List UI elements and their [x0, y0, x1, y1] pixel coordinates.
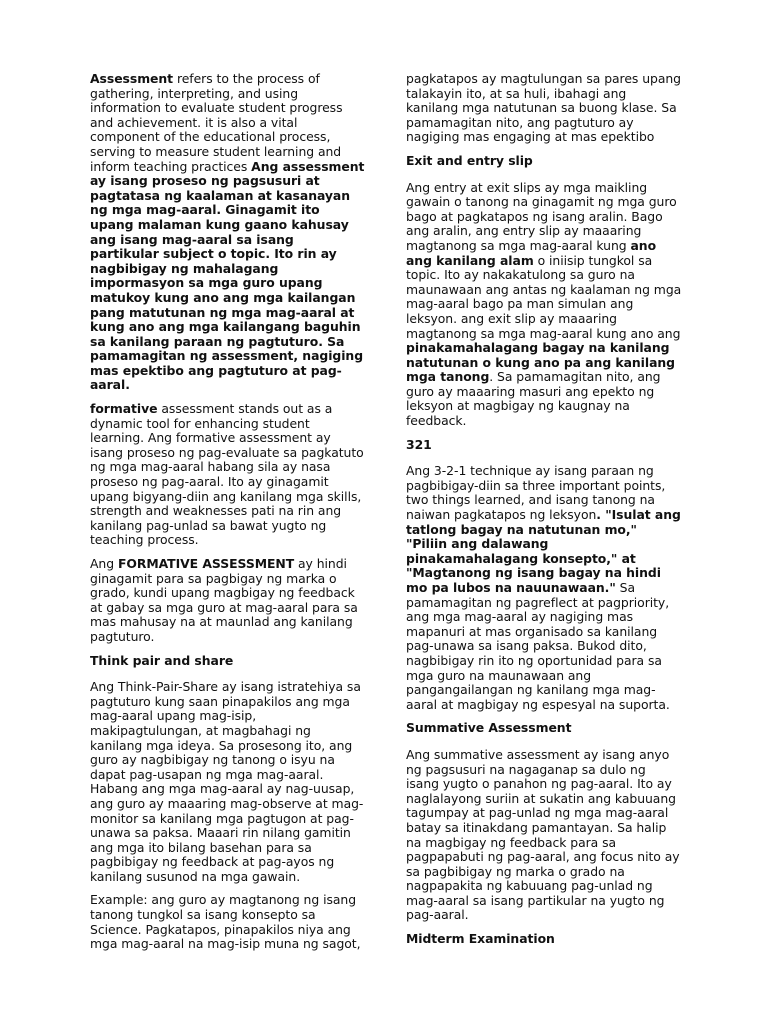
exit-entry-slip-heading: Exit and entry slip	[406, 152, 533, 168]
left-column	[90, 72, 365, 961]
exit-entry-slip-paragraph	[406, 181, 682, 429]
assessment-text: refers to the process of gathering, interpreting, and using information to evaluate student progress and achievement. it is also a vital component of the educational process, serving to measure student learning and inform teaching practices	[90, 71, 343, 174]
right-column	[406, 72, 682, 959]
summative-assessment-heading: Summative Assessment	[406, 720, 572, 736]
three-two-one-heading: 321	[406, 436, 432, 452]
exit-slip-bold-2: pinakamahalagang bagay na kanilang natutunan o kung ano pa ang kanilang mga tanong	[406, 340, 675, 385]
assessment-term: Assessment	[90, 71, 174, 86]
formative-text: assessment stands out as a dynamic tool for enhancing student learning. Ang formative assessment ay isang proseso ng pag-evaluate sa pagkatuto ng mga mag-aaral habang sila ay nasa proseso ng pag-aaral. Ito ay ginagamit upang bigyang-diin ang kanilang mga skills, strength and weaknesses pati na rin ang kanilang pag-unlad sa bawat yugto ng teaching process.	[90, 401, 364, 548]
exit-slip-text-1: Ang entry at exit slips ay mga maikling gawain o tanong na ginagamit ng mga guro bago at pagkatapos ng isang aralin. Bago ang aralin, ang entry slip ay maaaring magtanong sa mga mag-aaral kung	[406, 179, 677, 253]
example-paragraph: Example: ang guro ay magtanong ng isang tanong tungkol sa isang konsepto sa Science. Pagkatapos, pinapakilos niya ang mga mag-aaral na mag-isip muna ng sagot,	[90, 892, 361, 952]
formative-assessment-term: FORMATIVE ASSESSMENT	[117, 556, 295, 571]
think-pair-share-paragraph: Ang Think-Pair-Share ay isang istratehiya sa pagtuturo kung saan pinapakilos ang mga mag-aaral upang mag-isip, makipagtulungan, at magbahagi ng kanilang mga ideya. Sa prosesong ito, ang guro ay nagbibigay ng tanong o isyu na dapat pag-usapan ng mga mag-aaral. Habang ang mga mag-aaral ay nag-uusap, ang guro ay maaaring mag-observe at mag-monitor sa kanilang mga pagtugon at pag-unawa sa paksa. Maaari rin nilang gamitin ang mga ito bilang basehan para sa pagbibigay ng feedback at pag-ayos ng kanilang susunod na mga gawain.	[90, 679, 364, 884]
exit-slip-text-2: o iniisip tungkol sa topic. Ito ay nakakatulong sa guro na maunawaan ang antas ng kaalaman ng mga mag-aaral bago pa man simulan ang leksyon. ang exit slip ay maaaring magtanong sa mga mag-aaral kung ano ang	[406, 252, 682, 341]
three-two-one-paragraph	[406, 464, 682, 712]
formative-assessment-paragraph	[90, 557, 365, 645]
formative-assessment-text: ay hindi ginagamit para sa pagbigay ng marka o grado, kundi upang magbigay ng feedback at gabay sa mga guro at mag-aaral para sa mas mahusay na at maunlad ang kanilang pagtuturo.	[90, 556, 358, 644]
formative-term: formative	[90, 401, 158, 417]
formative-paragraph	[90, 402, 365, 548]
think-pair-share-continued: pagkatapos ay magtulungan sa pares upang talakayin ito, at sa huli, ibahagi ang kanilang mga natutunan sa buong klase. Sa pamamagitan nito, ang pagtuturo ay nagiging mas engaging at mas epektibo	[406, 71, 681, 145]
formative-assessment-lead: Ang	[90, 556, 118, 571]
three-two-one-bold: . "Isulat ang tatlong bagay na natutunan mo," "Piliin ang dalawang pinakamahalagang konsepto," at "Magtanong ng isang bagay na hindi mo pa lubos na nauunawaan."	[406, 507, 681, 595]
three-two-one-text-2: Sa pamamagitan ng pagreflect at pagpriority, ang mga mag-aaral ay nagiging mas mapanuri at mas organisado sa kanilang pag-unawa sa isang paksa. Bukod dito, nagbibigay rin ito ng oportunidad para sa mga guro na maunawaan ang pangangailangan ng kanilang mga mag-aaral at magbigay ng espesyal na suporta.	[406, 580, 670, 712]
three-two-one-text-1: Ang 3-2-1 technique ay isang paraan ng pagbibigay-diin sa three important points, two things learned, and isang tanong na naiwan pagkatapos ng leksyon	[406, 463, 666, 523]
think-pair-share-heading: Think pair and share	[90, 652, 234, 668]
assessment-bold-text: Ang assessment ay isang proseso ng pagsusuri at pagtatasa ng kaalaman at kasanayan ng mga mag-aaral. Ginagamit ito upang malaman kung gaano kahusay ang isang mag-aaral sa isang partikular subject o topic. Ito rin ay nagbibigay ng mahalagang impormasyon sa mga guro upang matukoy kung ano ang mga kailangan pang matutunan ng mga mag-aaral at kung ano ang mga kailangang baguhin sa kanilang paraan ng pagtuturo. Sa pamamagitan ng assessment, nagiging mas epektibo ang pagtuturo at pag-aaral.	[90, 158, 365, 393]
exit-slip-bold-1: ano ang kanilang alam	[406, 237, 657, 268]
summative-assessment-paragraph: Ang summative assessment ay isang anyo ng pagsusuri na nagaganap sa dulo ng isang yugto o panahon ng pag-aaral. Ito ay naglalayong suriin at sukatin ang kabuuang tagumpay at pag-unlad ng mga mag-aaral batay sa itinakdang pamantayan. Sa halip na magbigay ng feedback para sa pagpapabuti ng pag-aaral, ang focus nito ay sa pagbibigay ng marka o grado na nagpapakita ng kabuuang pag-unlad ng mag-aaral sa isang partikular na yugto ng pag-aaral.	[406, 746, 680, 923]
midterm-examination-heading: Midterm Examination	[406, 931, 555, 947]
assessment-paragraph	[90, 72, 365, 393]
exit-slip-text-3: . Sa pamamagitan nito, ang guro ay maaaring masuri ang epekto ng leksyon at magbigay ng kaugnay na feedback.	[406, 369, 661, 429]
